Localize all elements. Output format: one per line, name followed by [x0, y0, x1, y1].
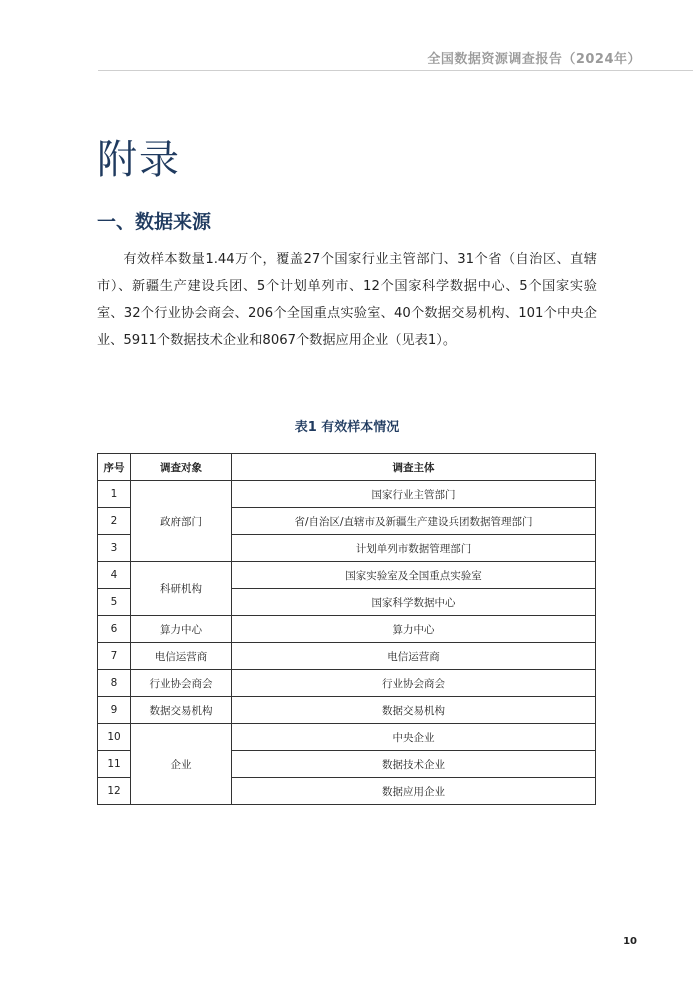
row-no: 7 — [98, 643, 131, 670]
table-row — [98, 616, 596, 643]
header-no: 序号 — [98, 454, 131, 481]
group-cell: 科研机构 — [131, 562, 232, 616]
row-no: 10 — [98, 724, 131, 751]
row-subject: 数据技术企业 — [232, 751, 596, 778]
group-cell: 算力中心 — [131, 616, 232, 643]
row-subject: 行业协会商会 — [232, 670, 596, 697]
row-subject: 国家行业主管部门 — [232, 481, 596, 508]
group-cell: 政府部门 — [131, 481, 232, 562]
row-subject: 省/自治区/直辖市及新疆生产建设兵团数据管理部门 — [232, 508, 596, 535]
header-object: 调查对象 — [131, 454, 232, 481]
row-no: 6 — [98, 616, 131, 643]
row-subject: 计划单列市数据管理部门 — [232, 535, 596, 562]
table-row — [98, 562, 596, 589]
row-no: 2 — [98, 508, 131, 535]
section-heading: 一、数据来源 — [97, 211, 212, 233]
table-row — [98, 481, 596, 508]
row-subject: 算力中心 — [232, 616, 596, 643]
row-no: 3 — [98, 535, 131, 562]
row-no: 5 — [98, 589, 131, 616]
row-no: 8 — [98, 670, 131, 697]
row-subject: 电信运营商 — [232, 643, 596, 670]
table-row — [98, 643, 596, 670]
row-no: 1 — [98, 481, 131, 508]
row-no: 4 — [98, 562, 131, 589]
row-no: 11 — [98, 751, 131, 778]
row-subject: 数据交易机构 — [232, 697, 596, 724]
row-no: 12 — [98, 778, 131, 805]
group-cell: 数据交易机构 — [131, 697, 232, 724]
page-number: 10 — [623, 936, 637, 947]
row-no: 9 — [98, 697, 131, 724]
running-header: 全国数据资源调查报告（2024年） — [427, 52, 641, 67]
row-subject: 国家实验室及全国重点实验室 — [232, 562, 596, 589]
table-row — [98, 670, 596, 697]
table-row — [98, 724, 596, 751]
appendix-title: 附录 — [97, 137, 181, 183]
header-subject: 调查主体 — [232, 454, 596, 481]
sample-table — [97, 453, 596, 805]
table-caption: 表1 有效样本情况 — [294, 420, 400, 435]
group-cell: 企业 — [131, 724, 232, 805]
row-subject: 中央企业 — [232, 724, 596, 751]
row-subject: 数据应用企业 — [232, 778, 596, 805]
row-subject: 国家科学数据中心 — [232, 589, 596, 616]
body-paragraph: 有效样本数量1.44万个，覆盖27个国家行业主管部门、31个省（自治区、直辖市）、新疆生产建设兵团、5个计划单列市、12个国家科学数据中心、5个国家实验室、32个行业协会商会、206个全国重点实验室、40个数据交易机构、101个中央企业、5911个数据技术企业和8067个数据应用企业（见表1）。 — [97, 252, 597, 348]
group-cell: 行业协会商会 — [131, 670, 232, 697]
group-cell: 电信运营商 — [131, 643, 232, 670]
header-rule — [98, 70, 693, 71]
table-row — [98, 697, 596, 724]
table-header-row — [98, 454, 596, 481]
